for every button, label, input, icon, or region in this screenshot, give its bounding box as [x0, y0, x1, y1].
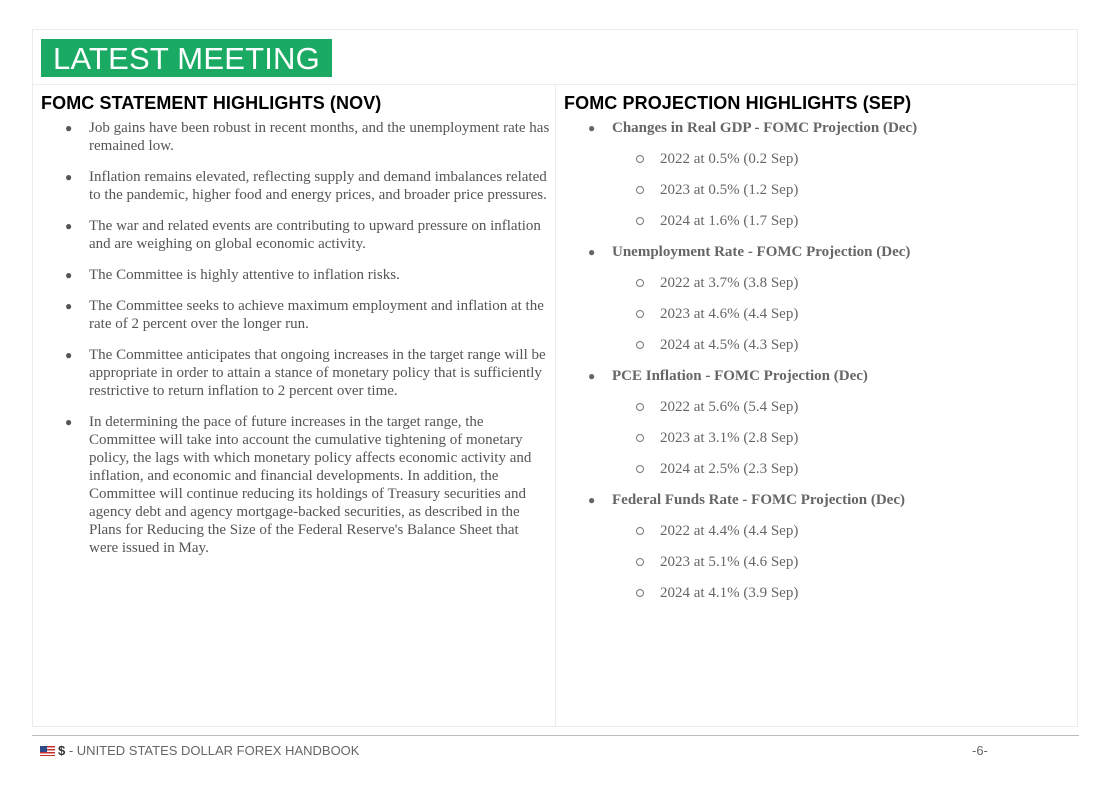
- hollow-bullet-icon: [636, 465, 644, 473]
- bullet-dot-icon: ●: [65, 170, 73, 184]
- hollow-bullet-icon: [636, 434, 644, 442]
- projection-group-title: ● PCE Inflation - FOMC Projection (Dec): [588, 368, 868, 384]
- projection-item: 2022 at 0.5% (0.2 Sep): [564, 150, 1069, 181]
- footer-title-text: - UNITED STATES DOLLAR FOREX HANDBOOK: [65, 743, 360, 758]
- statement-title: FOMC STATEMENT HIGHLIGHTS (NOV): [41, 93, 382, 113]
- statement-bullet: ● The war and related events are contributing to upward pressure on inflation and are weighing on global economic activity.: [65, 218, 541, 252]
- bullet-dot-icon: ●: [588, 121, 596, 135]
- statement-list: [41, 119, 551, 557]
- footer-divider: [32, 735, 1079, 736]
- projection-item: 2023 at 5.1% (4.6 Sep): [564, 553, 1069, 584]
- hollow-bullet-icon: [636, 341, 644, 349]
- projection-item: 2024 at 4.5% (4.3 Sep): [564, 336, 1069, 367]
- us-flag-icon: [40, 746, 55, 756]
- hollow-bullet-icon: [636, 279, 644, 287]
- projection-item: 2023 at 0.5% (1.2 Sep): [564, 181, 1069, 212]
- column-divider: [555, 85, 556, 726]
- projection-column: [564, 93, 1069, 615]
- section-header: [33, 30, 1077, 85]
- projection-item: 2023 at 4.6% (4.4 Sep): [564, 305, 1069, 336]
- statement-column: [41, 93, 551, 570]
- projection-title: FOMC PROJECTION HIGHLIGHTS (SEP): [564, 93, 912, 113]
- statement-bullet: ● The Committee seeks to achieve maximum employment and inflation at the rate of 2 percent over the longer run.: [65, 298, 544, 332]
- footer-handbook-title: [40, 743, 359, 758]
- hollow-bullet-icon: [636, 403, 644, 411]
- projection-item: 2022 at 4.4% (4.4 Sep): [564, 522, 1069, 553]
- projection-item: 2022 at 3.7% (3.8 Sep): [564, 274, 1069, 305]
- page-frame: [32, 29, 1078, 727]
- statement-bullet: ● In determining the pace of future increases in the target range, the Committee will take into account the cumulative tightening of monetary policy, the lags with which monetary policy affects economic activity and inflation, and economic and financial developments. In addition, the Committee will continue reducing its holdings of Treasury securities and agency debt and agency mortgage-backed securities, as described in the Plans for Reducing the Size of the Federal Reserve's Balance Sheet that were issued in May.: [65, 414, 532, 556]
- projection-item: 2024 at 1.6% (1.7 Sep): [564, 212, 1069, 243]
- bullet-dot-icon: ●: [65, 415, 73, 429]
- projection-group-fed-funds: [564, 491, 1069, 615]
- projection-item: 2024 at 4.1% (3.9 Sep): [564, 584, 1069, 615]
- statement-bullet: ● The Committee anticipates that ongoing increases in the target range will be appropriate in order to attain a stance of monetary policy that is sufficiently restrictive to return inflation to 2 percent over time.: [65, 347, 546, 399]
- statement-bullet: ● Inflation remains elevated, reflecting supply and demand imbalances related to the pandemic, higher food and energy prices, and broader price pressures.: [65, 169, 547, 203]
- bullet-dot-icon: ●: [65, 348, 73, 362]
- bullet-dot-icon: ●: [65, 219, 73, 233]
- statement-bullet: ● Job gains have been robust in recent months, and the unemployment rate has remained low.: [65, 120, 550, 154]
- bullet-dot-icon: ●: [65, 121, 73, 135]
- projection-group-title: ● Unemployment Rate - FOMC Projection (Dec): [588, 244, 911, 260]
- projection-group-gdp: [564, 119, 1069, 243]
- bullet-dot-icon: ●: [588, 369, 596, 383]
- page-number: -6-: [972, 743, 988, 758]
- projection-item: 2023 at 3.1% (2.8 Sep): [564, 429, 1069, 460]
- bullet-dot-icon: ●: [65, 299, 73, 313]
- hollow-bullet-icon: [636, 217, 644, 225]
- projection-group-title: ● Changes in Real GDP - FOMC Projection (Dec): [588, 120, 918, 136]
- hollow-bullet-icon: [636, 527, 644, 535]
- hollow-bullet-icon: [636, 155, 644, 163]
- bullet-dot-icon: ●: [65, 268, 73, 282]
- hollow-bullet-icon: [636, 310, 644, 318]
- projection-group-title: ● Federal Funds Rate - FOMC Projection (Dec): [588, 492, 905, 508]
- projection-item: 2022 at 5.6% (5.4 Sep): [564, 398, 1069, 429]
- section-tag: LATEST MEETING: [41, 39, 332, 77]
- hollow-bullet-icon: [636, 186, 644, 194]
- hollow-bullet-icon: [636, 558, 644, 566]
- bullet-dot-icon: ●: [588, 245, 596, 259]
- bullet-dot-icon: ●: [588, 493, 596, 507]
- statement-bullet: ● The Committee is highly attentive to inflation risks.: [65, 267, 400, 283]
- currency-symbol: $: [58, 743, 66, 758]
- hollow-bullet-icon: [636, 589, 644, 597]
- projection-group-pce: [564, 367, 1069, 491]
- projection-group-unemployment: [564, 243, 1069, 367]
- projection-item: 2024 at 2.5% (2.3 Sep): [564, 460, 1069, 491]
